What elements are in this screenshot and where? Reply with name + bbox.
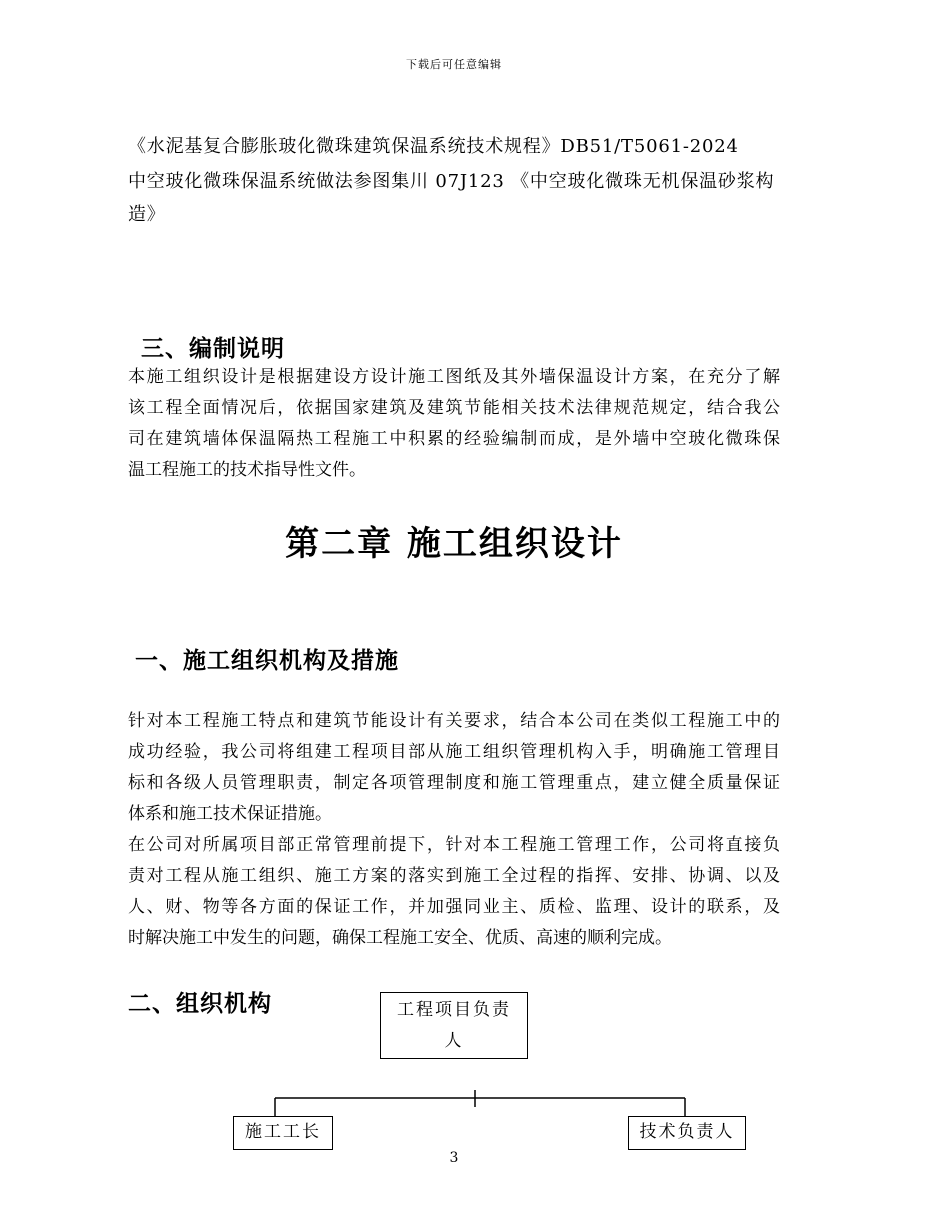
paragraph-line: 时解决施工中发生的问题，确保工程施工安全、优质、高速的顺利完成。	[128, 928, 672, 948]
page-number: 3	[449, 1150, 459, 1166]
paragraph-line: 成功经验，我公司将组建工程项目部从施工组织管理机构入手，明确施工管理目	[128, 742, 780, 762]
section-heading-compilation-notes: 三、编制说明	[141, 336, 285, 362]
org-box-project-manager-line-1: 工程项目负责	[397, 1000, 511, 1020]
paragraph-line: 针对本工程施工特点和建筑节能设计有关要求，结合本公司在类似工程施工中的	[128, 711, 780, 731]
paragraph-line: 体系和施工技术保证措施。	[128, 804, 332, 824]
chapter-title: 第二章 施工组织设计	[285, 524, 623, 564]
paragraph-line: 本施工组织设计是根据建设方设计施工图纸及其外墙保温设计方案，在充分了解	[128, 367, 780, 387]
org-box-project-manager-line-2: 人	[444, 1031, 464, 1051]
paragraph-line: 温工程施工的技术指导性文件。	[128, 460, 366, 480]
reference-standard-line-3: 造》	[128, 204, 166, 225]
section-heading-organization-structure: 二、组织机构	[128, 991, 272, 1017]
reference-standard-line-1: 《水泥基复合膨胀玻化微珠建筑保温系统技术规程》DB51/T5061-2024	[128, 136, 739, 157]
page-header: 下载后可任意编辑	[406, 58, 502, 71]
reference-standard-line-2: 中空玻化微珠保温系统做法参图集川 07J123 《中空玻化微珠无机保温砂浆构	[128, 171, 775, 192]
paragraph-line: 司在建筑墙体保温隔热工程施工中积累的经验编制而成，是外墙中空玻化微珠保	[128, 429, 780, 449]
section-heading-organization-measures: 一、施工组织机构及措施	[135, 648, 399, 674]
paragraph-line: 在公司对所属项目部正常管理前提下，针对本工程施工管理工作，公司将直接负	[128, 835, 780, 855]
paragraph-line: 人、财、物等各方面的保证工作，并加强同业主、质检、监理、设计的联系，及	[128, 897, 780, 917]
paragraph-line: 该工程全面情况后，依据国家建筑及建筑节能相关技术法律规范规定，结合我公	[128, 398, 780, 418]
org-box-project-manager	[380, 992, 528, 1059]
org-box-construction-foreman: 施工工长	[233, 1116, 333, 1150]
org-box-technical-lead: 技术负责人	[628, 1116, 746, 1150]
paragraph-line: 标和各级人员管理职责，制定各项管理制度和施工管理重点，建立健全质量保证	[128, 773, 780, 793]
paragraph-line: 责对工程从施工组织、施工方案的落实到施工全过程的指挥、安排、协调、以及	[128, 866, 780, 886]
